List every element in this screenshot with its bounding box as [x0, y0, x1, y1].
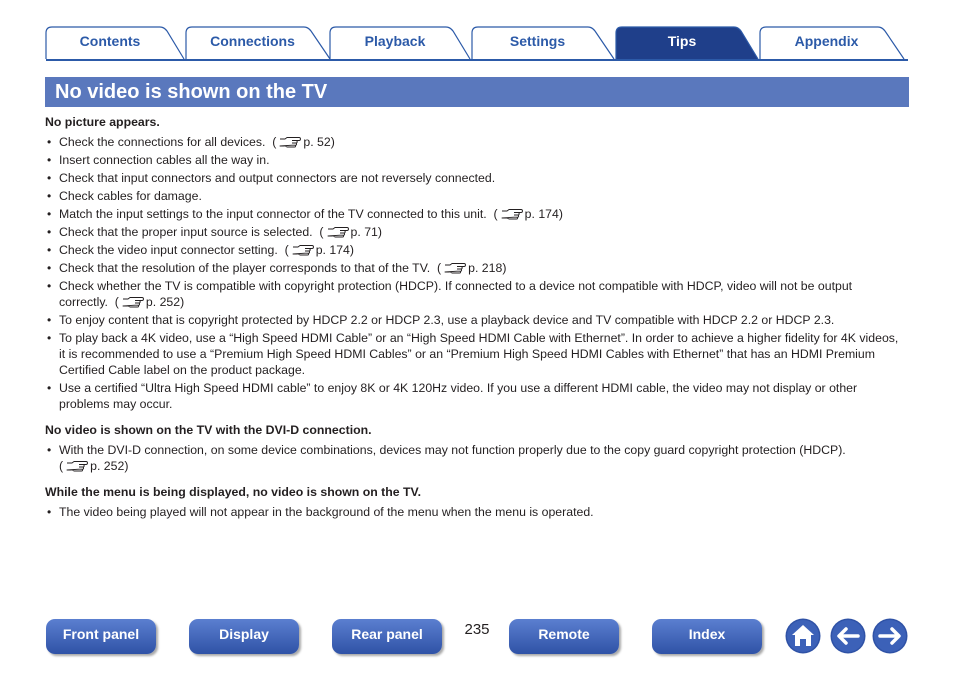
home-icon [786, 619, 821, 654]
bullet-mark: • [47, 381, 52, 395]
list-item [45, 442, 905, 474]
list-item-text: Match the input settings to the input connector of the TV connected to this unit. [59, 207, 487, 221]
page-reference-text: p. 174 [315, 243, 350, 257]
list-item-text: Use a certified “Ultra High Speed HDMI cable” to enjoy 8K or 4K 120Hz video. If you use a different HDMI cable, the video may not display or other problems may occur. [59, 381, 858, 411]
list-item-text: To enjoy content that is copyright protected by HDCP 2.2 or HDCP 2.3, use a playback device and TV compatible with HDCP 2.2 or HDCP 2.3. [59, 313, 835, 327]
bullet-mark: • [47, 331, 52, 345]
list-item [45, 312, 905, 328]
list-item [45, 260, 905, 276]
pointing-hand-icon [279, 136, 301, 148]
page-title-bar [45, 77, 909, 107]
bullet-mark: • [47, 279, 52, 293]
page-reference-link[interactable]: ( p. 252) [59, 459, 129, 473]
content-area [45, 114, 905, 522]
page-reference-link[interactable]: ( p. 218) [430, 261, 507, 275]
list-item-text: The video being played will not appear in the background of the menu when the menu is operated. [59, 505, 594, 519]
section-heading: No video is shown on the TV with the DVI-D connection. [45, 423, 372, 437]
list-item-text: Check that the proper input source is selected. [59, 225, 313, 239]
page-number: 235 [464, 621, 490, 638]
bullet-mark: • [47, 505, 52, 519]
page-reference-link[interactable]: ( p. 174) [486, 207, 563, 221]
bullet-mark: • [47, 189, 52, 203]
rear-panel-button[interactable]: Rear panel [332, 619, 442, 654]
top-tab-bar [0, 0, 954, 64]
list-item-text: Insert connection cables all the way in. [59, 153, 270, 167]
bullet-mark: • [47, 153, 52, 167]
display-button[interactable]: Display [189, 619, 299, 654]
list-item [45, 152, 905, 168]
list-item [45, 504, 905, 520]
list-item [45, 170, 905, 186]
list-item-text: Check the video input connector setting. [59, 243, 278, 257]
page-reference-link[interactable]: ( p. 52) [265, 135, 335, 149]
bullet-mark: • [47, 225, 52, 239]
list-item-text: With the DVI-D connection, on some device combinations, devices may not function properly due to the copy guard copyright protection (HDCP). [59, 443, 846, 457]
bullet-mark: • [47, 313, 52, 327]
page-reference-text: p. 252 [145, 295, 181, 309]
tab-playback[interactable]: Playback [364, 33, 426, 49]
tab-tips[interactable]: Tips [667, 33, 697, 49]
page-reference-link[interactable]: ( p. 71) [312, 225, 382, 239]
tab-appendix[interactable]: Appendix [794, 33, 859, 49]
page-title: No video is shown on the TV [55, 81, 328, 103]
pointing-hand-icon [444, 262, 466, 274]
index-button[interactable]: Index [652, 619, 762, 654]
tab-settings[interactable]: Settings [509, 33, 566, 49]
bullet-mark: • [47, 171, 52, 185]
list-item [45, 380, 905, 412]
list-item [45, 206, 905, 222]
list-item-text: Check that input connectors and output connectors are not reversely connected. [59, 171, 496, 185]
remote-button[interactable]: Remote [509, 619, 619, 654]
list-item [45, 224, 905, 240]
page-reference-text: p. 218 [468, 261, 503, 275]
list-item [45, 330, 905, 378]
list-item [45, 242, 905, 258]
arrow-left-icon [831, 619, 866, 654]
tab-contents[interactable]: Contents [79, 33, 141, 49]
list-item [45, 188, 905, 204]
bullet-mark: • [47, 243, 52, 257]
section-heading: While the menu is being displayed, no video is shown on the TV. [45, 485, 422, 499]
pointing-hand-icon [122, 296, 144, 308]
list-item-text: Check the connections for all devices. [59, 135, 266, 149]
section-heading: No picture appears. [45, 115, 160, 129]
list-item-text: Check cables for damage. [59, 189, 202, 203]
forward-button[interactable] [872, 618, 908, 654]
section-gap [45, 476, 905, 484]
list-item [45, 134, 905, 150]
back-button[interactable] [830, 618, 866, 654]
pointing-hand-icon [327, 226, 349, 238]
tab-connections[interactable]: Connections [210, 33, 295, 49]
pointing-hand-icon [501, 208, 523, 220]
front-panel-button[interactable]: Front panel [46, 619, 156, 654]
bullet-list [45, 134, 905, 412]
list-item-text: To play back a 4K video, use a “High Speed HDMI Cable” or an “High Speed HDMI Cable with Ethernet”. In order to achieve a higher fidelity for 4K videos, it is recommended to use a “Premium High Speed HDMI Cables” or an “Premium High Speed HDMI Cables with Ethernet” that has an HDMI Premium Certified Cable label on the product package. [59, 331, 899, 377]
bullet-mark: • [47, 207, 52, 221]
pointing-hand-icon [66, 460, 88, 472]
page-reference-link[interactable]: ( p. 174) [277, 243, 354, 257]
page-reference-text: p. 52 [303, 135, 331, 149]
page-reference-text: p. 71 [350, 225, 378, 239]
pointing-hand-icon [292, 244, 314, 256]
bullet-mark: • [47, 135, 52, 149]
section-gap [45, 414, 905, 422]
list-item-text: Check that the resolution of the player corresponds to that of the TV. [59, 261, 431, 275]
bullet-list [45, 504, 905, 520]
bullet-list [45, 442, 905, 474]
page-reference-text: p. 252 [90, 459, 125, 473]
list-item-text: Check whether the TV is compatible with copyright protection (HDCP). If connected to a device not compatible with HDCP, video will not be output correctly. [59, 279, 853, 309]
home-button[interactable] [785, 618, 821, 654]
page-reference-text: p. 174 [524, 207, 559, 221]
page-reference-link[interactable]: ( p. 252) [107, 295, 185, 309]
list-item [45, 278, 905, 310]
arrow-right-icon [873, 619, 908, 654]
bullet-mark: • [47, 261, 52, 275]
bullet-mark: • [47, 443, 52, 457]
